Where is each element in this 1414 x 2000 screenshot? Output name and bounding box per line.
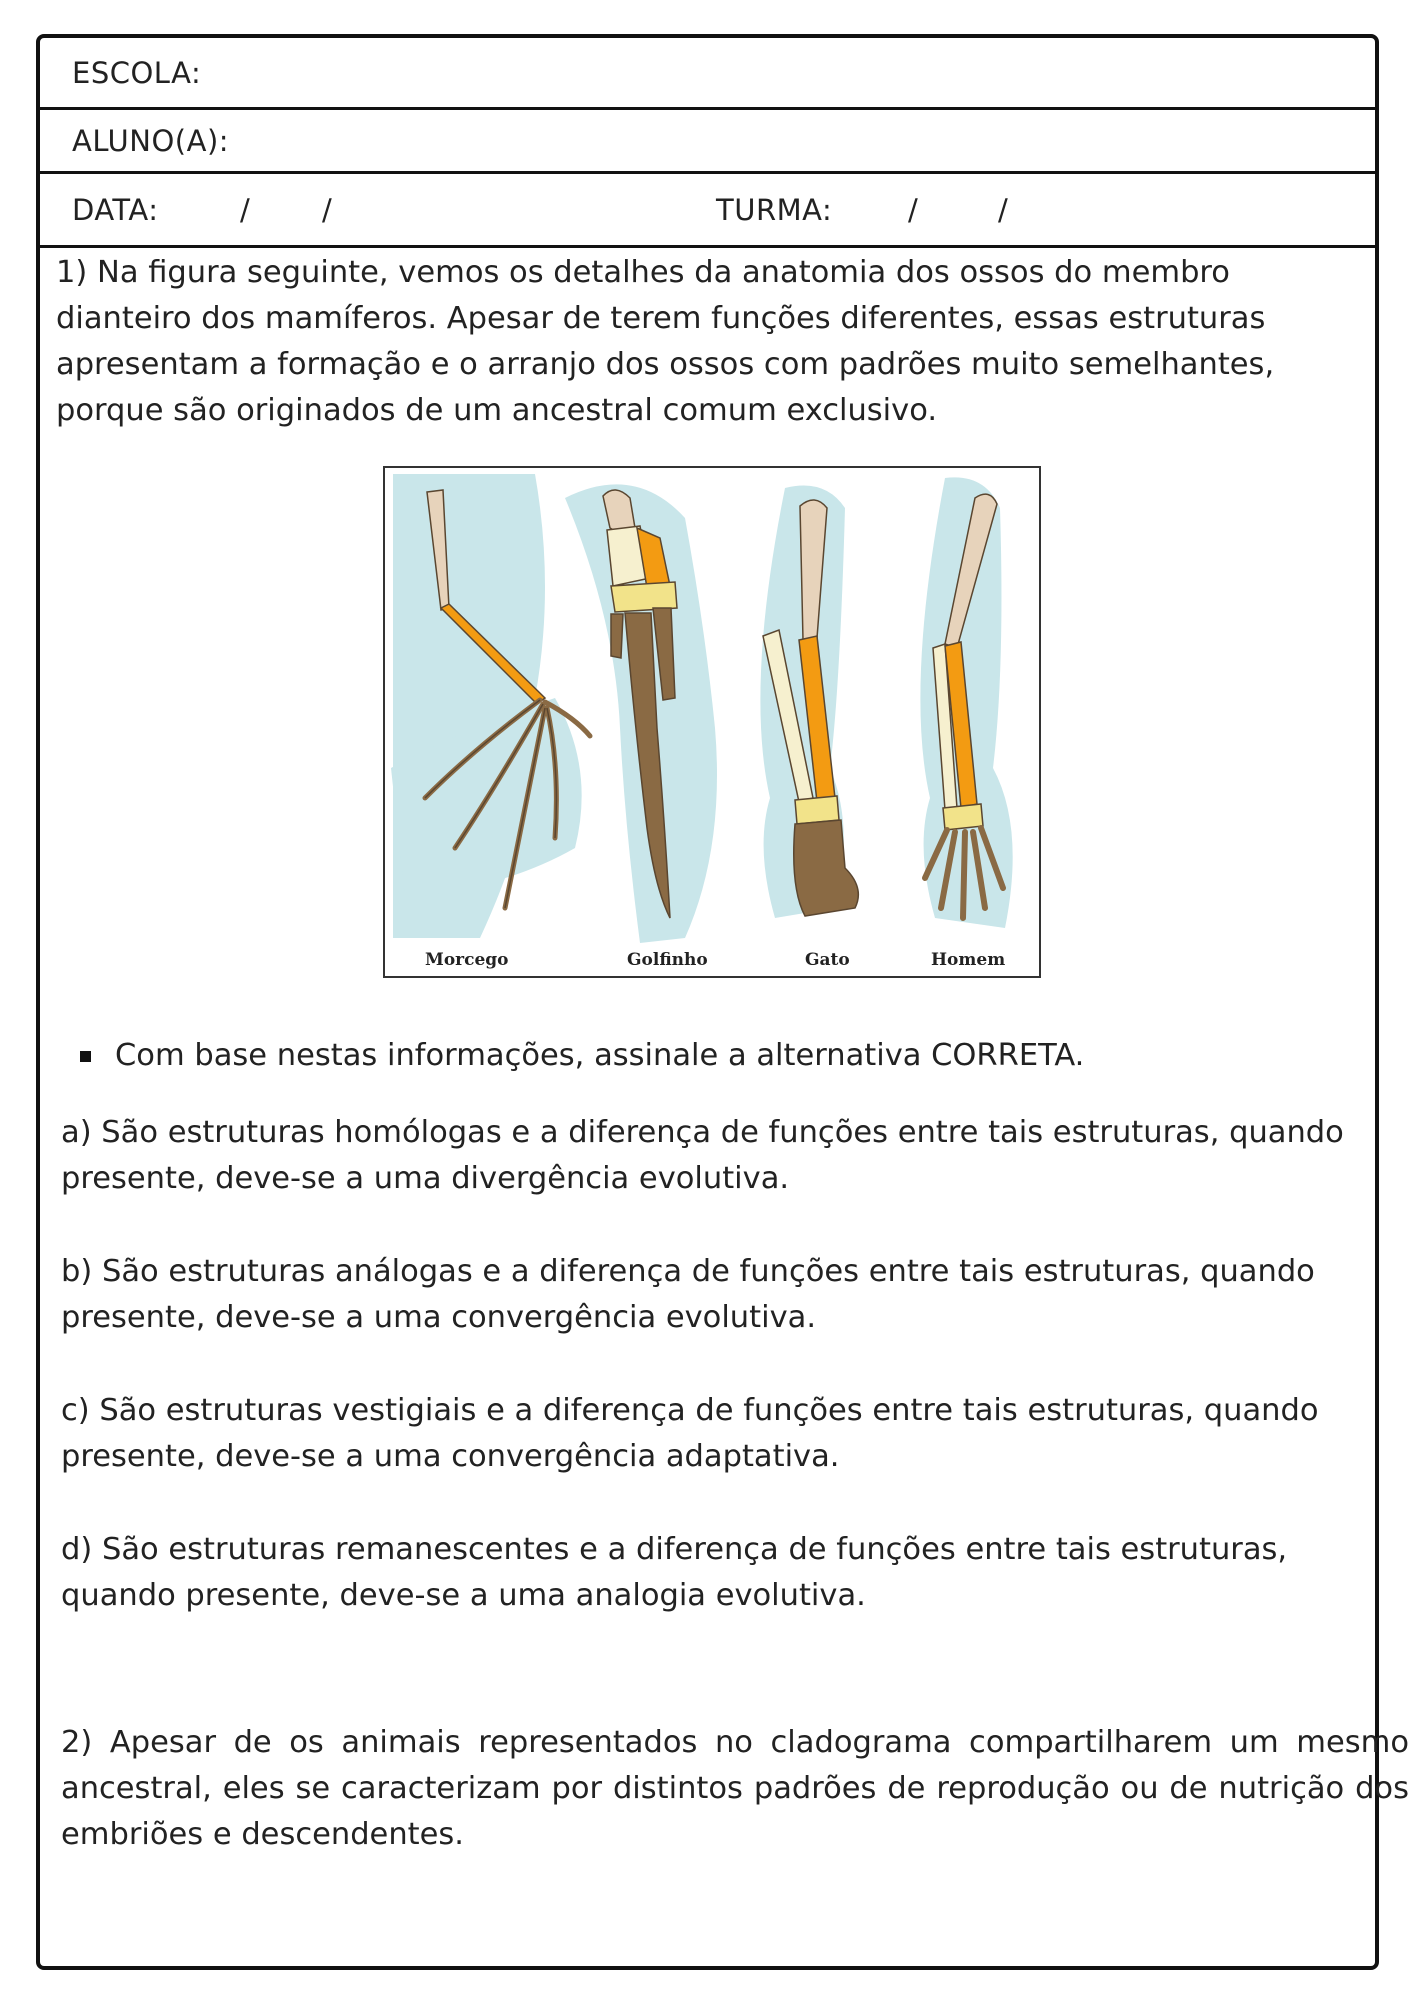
student-label: ALUNO(A):	[72, 123, 230, 158]
date-slash-1: /	[240, 192, 251, 227]
worksheet	[36, 34, 1409, 1970]
option-c[interactable]: c) São estruturas vestigiais e a diferença de funções entre tais estruturas, quando presente, deve-se a uma convergência adaptativa.	[61, 1393, 1319, 1474]
forelimb-illustration	[385, 468, 1039, 976]
instruction-line	[80, 1038, 1084, 1073]
date-class-field[interactable]	[40, 174, 1375, 248]
option-d[interactable]: d) São estruturas remanescentes e a diferença de funções entre tais estruturas, quando presente, deve-se a uma analogia evolutiva.	[61, 1532, 1288, 1613]
figure-label-homem: Homem	[931, 950, 1006, 970]
option-a[interactable]: a) São estruturas homólogas e a diferença de funções entre tais estruturas, quando presente, deve-se a uma divergência evolutiva.	[61, 1115, 1344, 1196]
question-1-text: 1) Na figura seguinte, vemos os detalhes da anatomia dos ossos do membro dianteiro dos mamíferos. Apesar de terem funções diferentes, essas estruturas apresentam a formação e o arranjo dos ossos com padrões muito semelhantes, porque são originados de um ancestral comum exclusivo.	[56, 255, 1275, 428]
school-field[interactable]	[40, 38, 1375, 110]
date-label: DATA:	[72, 192, 159, 227]
bullet-square-icon	[80, 1051, 91, 1062]
date-slash-2: /	[322, 192, 333, 227]
student-field[interactable]	[40, 110, 1375, 174]
class-slash-2: /	[998, 192, 1009, 227]
figure-label-morcego: Morcego	[425, 950, 509, 970]
class-slash-1: /	[908, 192, 919, 227]
class-label: TURMA:	[716, 192, 833, 227]
instruction-text: Com base nestas informações, assinale a alternativa CORRETA.	[115, 1038, 1085, 1073]
option-b[interactable]: b) São estruturas análogas e a diferença de funções entre tais estruturas, quando presente, deve-se a uma convergência evolutiva.	[61, 1254, 1315, 1335]
forelimb-bones-figure	[383, 466, 1041, 978]
figure-label-gato: Gato	[805, 950, 850, 970]
school-label: ESCOLA:	[72, 55, 202, 90]
question-2-text: 2) Apesar de os animais representados no cladograma compartilharem um mesmo ancestral, eles se caracterizam por distintos padrões de reprodução ou de nutrição dos embriões e descendentes.	[61, 1725, 1409, 1852]
figure-label-golfinho: Golfinho	[627, 950, 708, 970]
